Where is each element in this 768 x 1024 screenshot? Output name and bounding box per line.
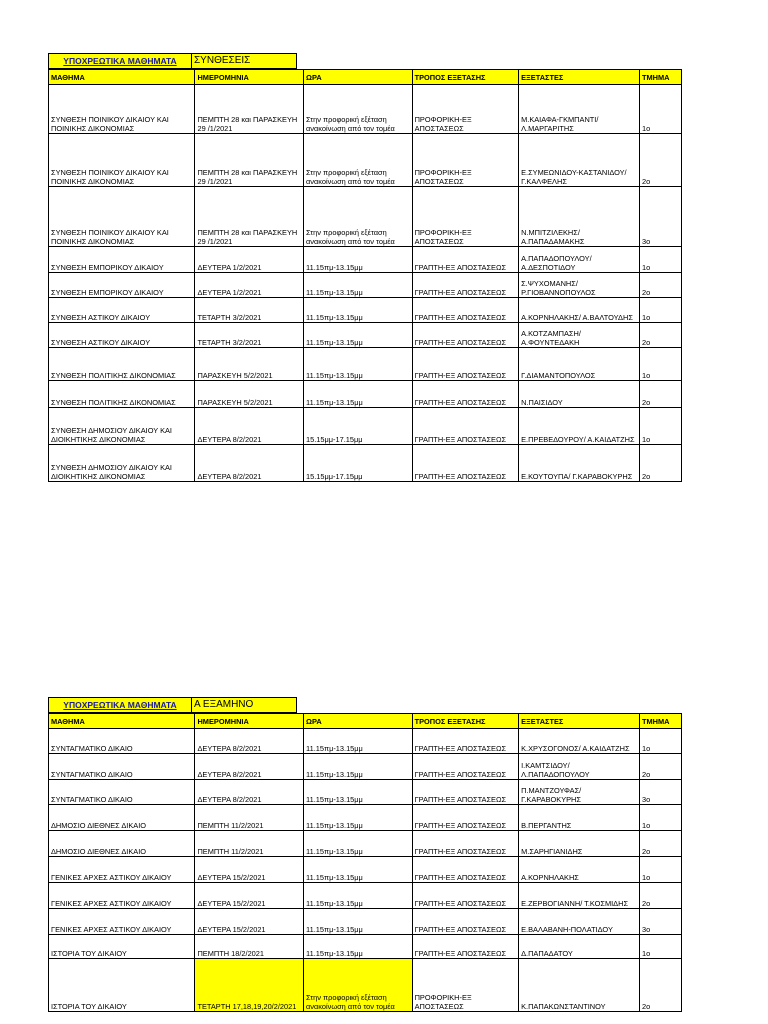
- column-header-section: ΤΜΗΜΑ: [639, 714, 681, 729]
- title-section-name: Α ΕΞΑΜΗΝΟ: [191, 697, 297, 713]
- cell-course: ΣΥΝΤΑΓΜΑΤΙΚΟ ΔΙΚΑΙΟ: [49, 780, 195, 805]
- cell-exam-mode: ΠΡΟΦΟΡΙΚΗ-ΕΞ ΑΠΟΣΤΑΣΕΩΣ: [412, 134, 519, 187]
- title-compulsory-courses: ΥΠΟΧΡΕΩΤΙΚΑ ΜΑΘΗΜΑΤΑ: [48, 697, 191, 713]
- table-row: [49, 445, 682, 482]
- cell-exam-mode: ΓΡΑΠΤΗ-ΕΞ ΑΠΟΣΤΑΣΕΩΣ: [412, 780, 519, 805]
- column-header-course: ΜΑΘΗΜΑ: [49, 714, 195, 729]
- cell-course: ΣΥΝΘΕΣΗ ΔΗΜΟΣΙΟΥ ΔΙΚΑΙΟΥ ΚΑΙ ΔΙΟΙΚΗΤΙΚΗΣ ΔΙΚΟΝΟΜΙΑΣ: [49, 408, 195, 445]
- cell-section: 3ο: [639, 780, 681, 805]
- column-header-time: ΩΡΑ: [304, 714, 413, 729]
- cell-section: 1ο: [639, 805, 681, 831]
- table-row: [49, 408, 682, 445]
- cell-exam-mode: ΓΡΑΠΤΗ-ΕΞ ΑΠΟΣΤΑΣΕΩΣ: [412, 445, 519, 482]
- cell-examiners: Α.ΠΑΠΑΔΟΠΟΥΛΟΥ/ Α.ΔΕΣΠΟΤΙΔΟΥ: [519, 247, 640, 273]
- cell-section: 2ο: [639, 754, 681, 780]
- table-row: [49, 959, 682, 1012]
- cell-time: 11.15πμ-13.15μμ: [304, 381, 413, 408]
- schedule-table: [48, 713, 682, 1012]
- table-row: [49, 857, 682, 883]
- cell-exam-mode: ΠΡΟΦΟΡΙΚΗ-ΕΞ ΑΠΟΣΤΑΣΕΩΣ: [412, 187, 519, 247]
- cell-exam-mode: ΓΡΑΠΤΗ-ΕΞ ΑΠΟΣΤΑΣΕΩΣ: [412, 909, 519, 935]
- cell-section: 1ο: [639, 857, 681, 883]
- table-row: [49, 298, 682, 323]
- cell-exam-mode: ΓΡΑΠΤΗ-ΕΞ ΑΠΟΣΤΑΣΕΩΣ: [412, 381, 519, 408]
- cell-time: 11.15πμ-13.15μμ: [304, 729, 413, 754]
- cell-time: 11.15πμ-13.15μμ: [304, 857, 413, 883]
- column-header-section: ΤΜΗΜΑ: [639, 70, 681, 85]
- cell-exam-mode: ΓΡΑΠΤΗ-ΕΞ ΑΠΟΣΤΑΣΕΩΣ: [412, 935, 519, 959]
- cell-time: 11.15πμ-13.15μμ: [304, 831, 413, 857]
- cell-time: 11.15πμ-13.15μμ: [304, 780, 413, 805]
- cell-date: ΠΕΜΠΤΗ 28 και ΠΑΡΑΣΚΕΥΗ 29 /1/2021: [195, 187, 304, 247]
- cell-exam-mode: ΓΡΑΠΤΗ-ΕΞ ΑΠΟΣΤΑΣΕΩΣ: [412, 408, 519, 445]
- cell-exam-mode: ΓΡΑΠΤΗ-ΕΞ ΑΠΟΣΤΑΣΕΩΣ: [412, 729, 519, 754]
- column-header-examiners: ΕΞΕΤΑΣΤΕΣ: [519, 70, 640, 85]
- cell-examiners: Ι.ΚΑΜΤΣΙΔΟΥ/ Λ.ΠΑΠΑΔΟΠΟΥΛΟΥ: [519, 754, 640, 780]
- cell-examiners: Β.ΠΕΡΓΑΝΤΗΣ: [519, 805, 640, 831]
- cell-course: ΔΗΜΟΣΙΟ ΔΙΕΘΝΕΣ ΔΙΚΑΙΟ: [49, 831, 195, 857]
- cell-examiners: Ν.ΠΑΙΣΙΔΟΥ: [519, 381, 640, 408]
- cell-examiners: Μ.ΣΑΡΗΓΙΑΝΙΔΗΣ: [519, 831, 640, 857]
- cell-examiners: Ε.ΠΡΕΒΕΔΟΥΡΟΥ/ Α.ΚΑΙΔΑΤΖΗΣ: [519, 408, 640, 445]
- cell-date: ΔΕΥΤΕΡΑ 8/2/2021: [195, 780, 304, 805]
- cell-section: 1ο: [639, 935, 681, 959]
- table-row: [49, 85, 682, 134]
- cell-exam-mode: ΓΡΑΠΤΗ-ΕΞ ΑΠΟΣΤΑΣΕΩΣ: [412, 883, 519, 909]
- cell-date: ΠΑΡΑΣΚΕΥΗ 5/2/2021: [195, 381, 304, 408]
- cell-section: 2ο: [639, 323, 681, 348]
- cell-examiners: Α.ΚΟΤΖΑΜΠΑΣΗ/ Α.ΦΟΥΝΤΕΔΑΚΗ: [519, 323, 640, 348]
- cell-course: ΣΥΝΘΕΣΗ ΠΟΛΙΤΙΚΗΣ ΔΙΚΟΝΟΜΙΑΣ: [49, 381, 195, 408]
- cell-section: 1ο: [639, 247, 681, 273]
- table-row: [49, 348, 682, 381]
- column-header-date: ΗΜΕΡΟΜΗΝΙΑ: [195, 714, 304, 729]
- cell-date: ΔΕΥΤΕΡΑ 8/2/2021: [195, 729, 304, 754]
- cell-examiners: Π.ΜΑΝΤΖΟΥΦΑΣ/ Γ.ΚΑΡΑΒΟΚΥΡΗΣ: [519, 780, 640, 805]
- column-header-time: ΩΡΑ: [304, 70, 413, 85]
- cell-exam-mode: ΓΡΑΠΤΗ-ΕΞ ΑΠΟΣΤΑΣΕΩΣ: [412, 323, 519, 348]
- cell-date: ΠΕΜΠΤΗ 11/2/2021: [195, 805, 304, 831]
- cell-time: 11.15πμ-13.15μμ: [304, 348, 413, 381]
- cell-date: ΔΕΥΤΕΡΑ 8/2/2021: [195, 445, 304, 482]
- table-row: [49, 883, 682, 909]
- table-row: [49, 935, 682, 959]
- cell-examiners: Δ.ΠΑΠΑΔΑΤΟΥ: [519, 935, 640, 959]
- cell-date: ΤΕΤΑΡΤΗ 3/2/2021: [195, 298, 304, 323]
- cell-course: ΣΥΝΘΕΣΗ ΔΗΜΟΣΙΟΥ ΔΙΚΑΙΟΥ ΚΑΙ ΔΙΟΙΚΗΤΙΚΗΣ ΔΙΚΟΝΟΜΙΑΣ: [49, 445, 195, 482]
- cell-section: 3ο: [639, 909, 681, 935]
- cell-date: ΠΕΜΠΤΗ 28 και ΠΑΡΑΣΚΕΥΗ 29 /1/2021: [195, 134, 304, 187]
- cell-exam-mode: ΓΡΑΠΤΗ-ΕΞ ΑΠΟΣΤΑΣΕΩΣ: [412, 754, 519, 780]
- cell-time: 11.15πμ-13.15μμ: [304, 323, 413, 348]
- cell-time: 11.15πμ-13.15μμ: [304, 935, 413, 959]
- cell-exam-mode: ΓΡΑΠΤΗ-ΕΞ ΑΠΟΣΤΑΣΕΩΣ: [412, 247, 519, 273]
- cell-time: 15.15μμ-17.15μμ: [304, 445, 413, 482]
- cell-section: 2ο: [639, 883, 681, 909]
- table-row: [49, 323, 682, 348]
- cell-section: 3ο: [639, 187, 681, 247]
- column-header-date: ΗΜΕΡΟΜΗΝΙΑ: [195, 70, 304, 85]
- table-row: [49, 247, 682, 273]
- cell-time: 11.15πμ-13.15μμ: [304, 754, 413, 780]
- table-title-row: [48, 697, 682, 713]
- cell-time: 11.15πμ-13.15μμ: [304, 883, 413, 909]
- cell-course: ΓΕΝΙΚΕΣ ΑΡΧΕΣ ΑΣΤΙΚΟΥ ΔΙΚΑΙΟΥ: [49, 883, 195, 909]
- cell-time: Στην προφορική εξέταση ανακοίνωση από τον τομέα: [304, 85, 413, 134]
- cell-course: ΙΣΤΟΡΙΑ ΤΟΥ ΔΙΚΑΙΟΥ: [49, 935, 195, 959]
- cell-course: ΣΥΝΘΕΣΗ ΠΟΙΝΙΚΟΥ ΔΙΚΑΙΟΥ ΚΑΙ ΠΟΙΝΙΚΗΣ ΔΙΚΟΝΟΜΙΑΣ: [49, 187, 195, 247]
- cell-date: ΠΕΜΠΤΗ 18/2/2021: [195, 935, 304, 959]
- cell-date: ΔΕΥΤΕΡΑ 1/2/2021: [195, 273, 304, 298]
- cell-section: 2ο: [639, 273, 681, 298]
- table-row: [49, 805, 682, 831]
- cell-section: 2ο: [639, 134, 681, 187]
- cell-examiners: Ε.ΚΟΥΤΟΥΠΑ/ Γ.ΚΑΡΑΒΟΚΥΡΗΣ: [519, 445, 640, 482]
- cell-section: 2ο: [639, 445, 681, 482]
- cell-section: 2ο: [639, 831, 681, 857]
- schedule-table-synthesis: [48, 53, 682, 482]
- cell-time: 11.15πμ-13.15μμ: [304, 273, 413, 298]
- cell-date: ΔΕΥΤΕΡΑ 15/2/2021: [195, 883, 304, 909]
- cell-exam-mode: ΓΡΑΠΤΗ-ΕΞ ΑΠΟΣΤΑΣΕΩΣ: [412, 857, 519, 883]
- cell-time: 11.15πμ-13.15μμ: [304, 805, 413, 831]
- cell-date: ΤΕΤΑΡΤΗ 17,18,19,20/2/2021: [195, 959, 304, 1012]
- cell-section: 1ο: [639, 408, 681, 445]
- cell-section: 2ο: [639, 381, 681, 408]
- cell-date: ΠΑΡΑΣΚΕΥΗ 5/2/2021: [195, 348, 304, 381]
- cell-examiners: Σ.ΨΥΧΟΜΑΝΗΣ/ Ρ.ΓΙΟΒΑΝΝΟΠΟΥΛΟΣ: [519, 273, 640, 298]
- table-row: [49, 134, 682, 187]
- table-row: [49, 381, 682, 408]
- table-title-row: [48, 53, 682, 69]
- schedule-table-first-semester: [48, 697, 682, 1012]
- table-row: [49, 729, 682, 754]
- cell-time: 15.15μμ-17.15μμ: [304, 408, 413, 445]
- cell-course: ΣΥΝΘΕΣΗ ΠΟΙΝΙΚΟΥ ΔΙΚΑΙΟΥ ΚΑΙ ΠΟΙΝΙΚΗΣ ΔΙΚΟΝΟΜΙΑΣ: [49, 134, 195, 187]
- cell-course: ΣΥΝΘΕΣΗ ΑΣΤΙΚΟΥ ΔΙΚΑΙΟΥ: [49, 298, 195, 323]
- table-row: [49, 780, 682, 805]
- cell-exam-mode: ΓΡΑΠΤΗ-ΕΞ ΑΠΟΣΤΑΣΕΩΣ: [412, 298, 519, 323]
- cell-course: ΙΣΤΟΡΙΑ ΤΟΥ ΔΙΚΑΙΟΥ: [49, 959, 195, 1012]
- cell-examiners: Α.ΚΟΡΝΗΛΑΚΗΣ/ Α.ΒΑΛΤΟΥΔΗΣ: [519, 298, 640, 323]
- cell-date: ΔΕΥΤΕΡΑ 15/2/2021: [195, 909, 304, 935]
- table-row: [49, 273, 682, 298]
- cell-time: Στην προφορική εξέταση ανακοίνωση από τον τομέα: [304, 187, 413, 247]
- cell-course: ΓΕΝΙΚΕΣ ΑΡΧΕΣ ΑΣΤΙΚΟΥ ΔΙΚΑΙΟΥ: [49, 909, 195, 935]
- cell-exam-mode: ΓΡΑΠΤΗ-ΕΞ ΑΠΟΣΤΑΣΕΩΣ: [412, 273, 519, 298]
- cell-examiners: Ε.ΖΕΡΒΟΓΙΑΝΝΗ/ Τ.ΚΟΣΜΙΔΗΣ: [519, 883, 640, 909]
- cell-exam-mode: ΓΡΑΠΤΗ-ΕΞ ΑΠΟΣΤΑΣΕΩΣ: [412, 805, 519, 831]
- cell-exam-mode: ΠΡΟΦΟΡΙΚΗ-ΕΞ ΑΠΟΣΤΑΣΕΩΣ: [412, 85, 519, 134]
- column-header-examiners: ΕΞΕΤΑΣΤΕΣ: [519, 714, 640, 729]
- cell-examiners: Ν.ΜΠΙΤΖΙΛΕΚΗΣ/ Α.ΠΑΠΑΔΑΜΑΚΗΣ: [519, 187, 640, 247]
- cell-course: ΣΥΝΘΕΣΗ ΠΟΙΝΙΚΟΥ ΔΙΚΑΙΟΥ ΚΑΙ ΠΟΙΝΙΚΗΣ ΔΙΚΟΝΟΜΙΑΣ: [49, 85, 195, 134]
- cell-section: 1ο: [639, 85, 681, 134]
- cell-examiners: Κ.ΧΡΥΣΟΓΟΝΟΣ/ Α.ΚΑΙΔΑΤΖΗΣ: [519, 729, 640, 754]
- cell-date: ΠΕΜΠΤΗ 11/2/2021: [195, 831, 304, 857]
- table-row: [49, 831, 682, 857]
- cell-section: 1ο: [639, 298, 681, 323]
- cell-time: Στην προφορική εξέταση ανακοίνωση από τον τομέα: [304, 959, 413, 1012]
- cell-course: ΣΥΝΘΕΣΗ ΑΣΤΙΚΟΥ ΔΙΚΑΙΟΥ: [49, 323, 195, 348]
- cell-date: ΔΕΥΤΕΡΑ 15/2/2021: [195, 857, 304, 883]
- cell-course: ΣΥΝΤΑΓΜΑΤΙΚΟ ΔΙΚΑΙΟ: [49, 754, 195, 780]
- cell-course: ΓΕΝΙΚΕΣ ΑΡΧΕΣ ΑΣΤΙΚΟΥ ΔΙΚΑΙΟΥ: [49, 857, 195, 883]
- table-header-row: [49, 714, 682, 729]
- cell-time: 11.15πμ-13.15μμ: [304, 247, 413, 273]
- schedule-table: [48, 69, 682, 482]
- cell-course: ΣΥΝΘΕΣΗ ΠΟΛΙΤΙΚΗΣ ΔΙΚΟΝΟΜΙΑΣ: [49, 348, 195, 381]
- cell-date: ΤΕΤΑΡΤΗ 3/2/2021: [195, 323, 304, 348]
- cell-exam-mode: ΓΡΑΠΤΗ-ΕΞ ΑΠΟΣΤΑΣΕΩΣ: [412, 348, 519, 381]
- cell-examiners: Γ.ΔΙΑΜΑΝΤΟΠΟΥΛΟΣ: [519, 348, 640, 381]
- cell-examiners: Ε.ΣΥΜΕΩΝΙΔΟΥ-ΚΑΣΤΑΝΙΔΟΥ/Γ.ΚΑΛΦΕΛΗΣ: [519, 134, 640, 187]
- title-section-name: ΣΥΝΘΕΣΕΙΣ: [191, 53, 297, 69]
- cell-course: ΔΗΜΟΣΙΟ ΔΙΕΘΝΕΣ ΔΙΚΑΙΟ: [49, 805, 195, 831]
- cell-examiners: Κ.ΠΑΠΑΚΩΝΣΤΑΝΤΙΝΟΥ: [519, 959, 640, 1012]
- column-header-exam-mode: ΤΡΟΠΟΣ ΕΞΕΤΑΣΗΣ: [412, 714, 519, 729]
- table-row: [49, 187, 682, 247]
- table-row: [49, 754, 682, 780]
- column-header-course: ΜΑΘΗΜΑ: [49, 70, 195, 85]
- cell-time: 11.15πμ-13.15μμ: [304, 909, 413, 935]
- cell-examiners: Ε.ΒΑΛΑΒΑΝΗ-ΠΟΛΑΤΙΔΟΥ: [519, 909, 640, 935]
- cell-date: ΔΕΥΤΕΡΑ 8/2/2021: [195, 408, 304, 445]
- cell-examiners: Α.ΚΟΡΝΗΛΑΚΗΣ: [519, 857, 640, 883]
- cell-course: ΣΥΝΤΑΓΜΑΤΙΚΟ ΔΙΚΑΙΟ: [49, 729, 195, 754]
- cell-section: 2ο: [639, 959, 681, 1012]
- cell-examiners: Μ.ΚΑΙΑΦΑ-ΓΚΜΠΑΝΤΙ/ Λ.ΜΑΡΓΑΡΙΤΗΣ: [519, 85, 640, 134]
- column-header-exam-mode: ΤΡΟΠΟΣ ΕΞΕΤΑΣΗΣ: [412, 70, 519, 85]
- cell-course: ΣΥΝΘΕΣΗ ΕΜΠΟΡΙΚΟΥ ΔΙΚΑΙΟΥ: [49, 273, 195, 298]
- cell-course: ΣΥΝΘΕΣΗ ΕΜΠΟΡΙΚΟΥ ΔΙΚΑΙΟΥ: [49, 247, 195, 273]
- table-header-row: [49, 70, 682, 85]
- table-row: [49, 909, 682, 935]
- title-compulsory-courses: ΥΠΟΧΡΕΩΤΙΚΑ ΜΑΘΗΜΑΤΑ: [48, 53, 191, 69]
- cell-date: ΠΕΜΠΤΗ 28 και ΠΑΡΑΣΚΕΥΗ 29 /1/2021: [195, 85, 304, 134]
- cell-exam-mode: ΓΡΑΠΤΗ-ΕΞ ΑΠΟΣΤΑΣΕΩΣ: [412, 831, 519, 857]
- cell-time: 11.15πμ-13.15μμ: [304, 298, 413, 323]
- cell-section: 1ο: [639, 729, 681, 754]
- cell-section: 1ο: [639, 348, 681, 381]
- cell-date: ΔΕΥΤΕΡΑ 1/2/2021: [195, 247, 304, 273]
- cell-date: ΔΕΥΤΕΡΑ 8/2/2021: [195, 754, 304, 780]
- cell-time: Στην προφορική εξέταση ανακοίνωση από τον τομέα: [304, 134, 413, 187]
- cell-exam-mode: ΠΡΟΦΟΡΙΚΗ-ΕΞ ΑΠΟΣΤΑΣΕΩΣ: [412, 959, 519, 1012]
